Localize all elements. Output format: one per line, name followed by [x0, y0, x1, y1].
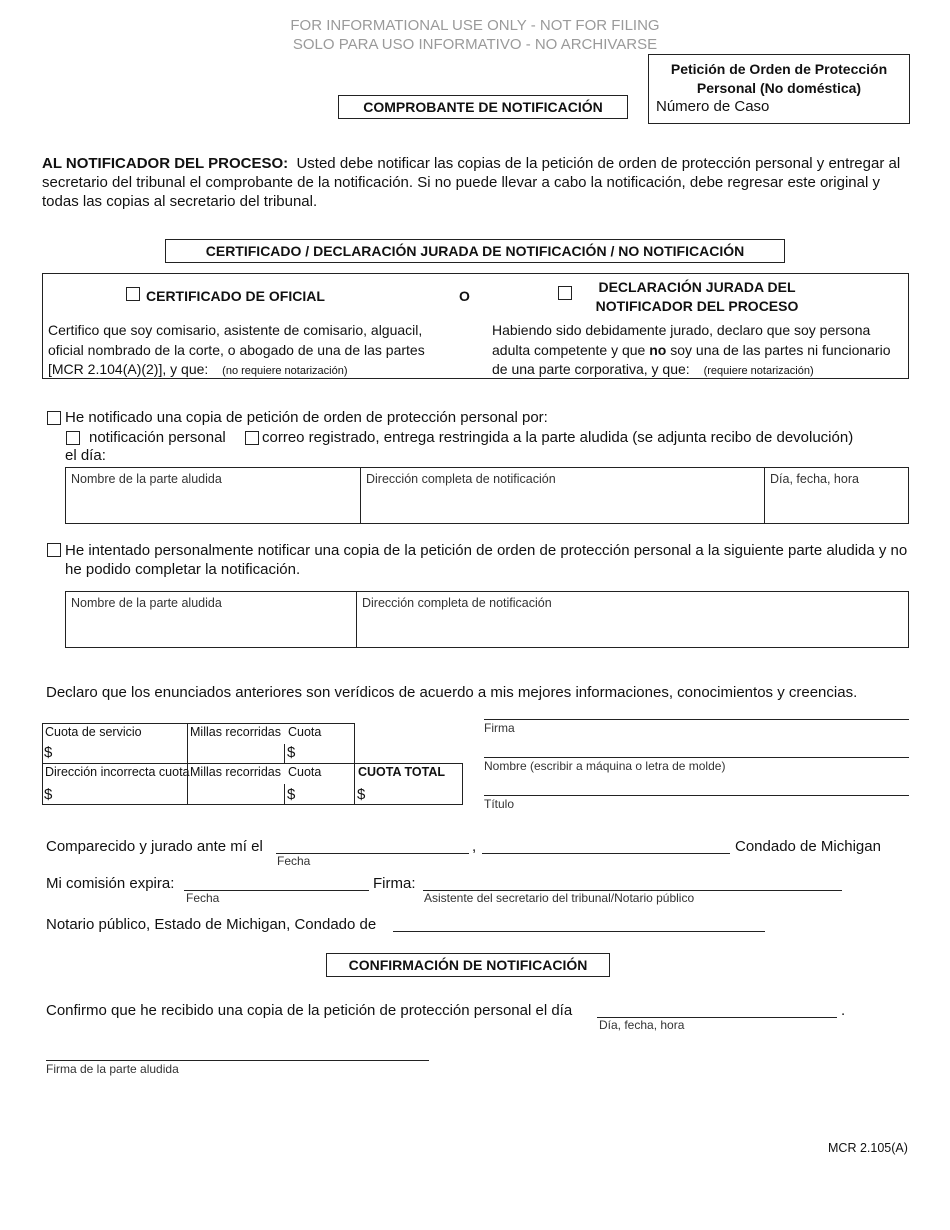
- notary-county-text: Notario público, Estado de Michigan, Condado de: [46, 916, 377, 933]
- acknowledgment-datetime-label: Día, fecha, hora: [599, 1018, 685, 1032]
- declaration-text: Declaro que los enunciados anteriores son verídicos de acuerdo a mis mejores informaciones, conocimientos y creencias.: [46, 684, 858, 701]
- served-checkbox[interactable]: [47, 411, 61, 425]
- fee-label-2: Cuota: [288, 765, 322, 779]
- served-datetime-label: Día, fecha, hora: [770, 472, 859, 486]
- attempted-address-label: Dirección completa de notificación: [362, 596, 552, 610]
- document-title: COMPROBANTE DE NOTIFICACIÓN: [338, 95, 628, 119]
- case-box: [648, 54, 910, 124]
- commission-text: Mi comisión expira:: [46, 875, 175, 892]
- attempted-label: He intentado personalmente notificar una copia de la petición de orden de protección personal a la siguiente parte aludida y no he podido completar la notificación.: [65, 542, 908, 578]
- registered-mail-checkbox[interactable]: [245, 431, 259, 445]
- watermark-line-1: FOR INFORMATIONAL USE ONLY - NOT FOR FILING: [290, 17, 660, 34]
- served-address-field[interactable]: [360, 467, 765, 524]
- notary-county-line[interactable]: [393, 931, 765, 932]
- title-label: Título: [484, 797, 515, 811]
- on-day-label: el día:: [65, 447, 106, 464]
- sworn-date-label: Fecha: [277, 854, 311, 868]
- officer-certificate-title: CERTIFICADO DE OFICIAL: [146, 288, 325, 304]
- attempted-address-field[interactable]: [356, 591, 909, 648]
- sworn-text: Comparecido y jurado ante mí el: [46, 838, 263, 855]
- case-box-title: Petición de Orden de Protección Personal (No doméstica): [670, 61, 888, 96]
- wrong-address-fee-label: Dirección incorrecta cuota: [45, 765, 190, 779]
- service-fee-dollar[interactable]: $: [44, 744, 53, 761]
- signature-label: Firma: [484, 721, 515, 735]
- form-number: MCR 2.105(A): [828, 1141, 908, 1155]
- acknowledgment-title: CONFIRMACIÓN DE NOTIFICACIÓN: [326, 953, 610, 977]
- attempted-name-label: Nombre de la parte aludida: [71, 596, 222, 610]
- name-label: Nombre (escribir a máquina o letra de molde): [484, 759, 726, 773]
- clerk-label: Asistente del secretario del tribunal/Notario público: [424, 891, 695, 905]
- wrong-address-dollar[interactable]: $: [44, 786, 53, 803]
- respondent-signature-label: Firma de la parte aludida: [46, 1062, 179, 1076]
- certificate-section-title: CERTIFICADO / DECLARACIÓN JURADA DE NOTIFICACIÓN / NO NOTIFICACIÓN: [165, 239, 785, 263]
- registered-mail-label: correo registrado, entrega restringida a la parte aludida (se adjunta recibo de devolución): [262, 429, 854, 446]
- officer-certificate-checkbox[interactable]: [126, 287, 140, 301]
- notary-signature-text: Firma:: [373, 875, 416, 892]
- total-fee-label: CUOTA TOTAL: [358, 765, 446, 779]
- watermark-line-2: SOLO PARA USO INFORMATIVO - NO ARCHIVARSE: [292, 36, 658, 53]
- county-suffix: Condado de Michigan: [735, 838, 881, 855]
- instructions: [42, 154, 912, 211]
- name-line[interactable]: [484, 757, 909, 758]
- server-text-after: soy una de las partes ni funcionario de una parte corporativa, y que:: [492, 341, 891, 377]
- process-server-title: [572, 278, 822, 316]
- served-name-label: Nombre de la parte aludida: [71, 472, 222, 486]
- fee-dollar-2[interactable]: $: [287, 786, 296, 803]
- server-text-bold: no: [649, 341, 667, 358]
- miles-label-1: Millas recorridas: [190, 725, 281, 739]
- personal-service-label: notificación personal: [89, 429, 226, 446]
- process-server-text: [492, 321, 907, 382]
- instructions-lead: AL NOTIFICADOR DEL PROCESO:: [42, 155, 289, 172]
- case-number-label: Número de Caso: [656, 98, 770, 115]
- signature-line[interactable]: [484, 719, 909, 720]
- officer-text: Certifico que soy comisario, asistente de comisario, alguacil, oficial nombrado de la corte, o abogado de una de las partes [MCR 2.104(A)(2)], y que:: [48, 322, 425, 377]
- officer-certificate-text: [48, 321, 458, 382]
- server-text-before: Habiendo sido debidamente jurado, declaro que soy persona adulta competente y que: [492, 322, 871, 358]
- acknowledgment-text: Confirmo que he recibido una copia de la petición de protección personal el día: [46, 1002, 573, 1019]
- attempted-checkbox[interactable]: [47, 543, 61, 557]
- county-line[interactable]: [482, 853, 730, 854]
- server-note: (requiere notarización): [703, 365, 814, 377]
- served-label: He notificado una copia de petición de orden de protección personal por:: [65, 409, 548, 426]
- instructions-text: Usted debe notificar las copias de la petición de orden de protección personal y entregar al secretario del tribunal el comprobante de la notificación. Si no puede llevar a cabo la notificación, debe regresar este original y todas las copias al secretario del tribunal.: [42, 155, 901, 210]
- fee-label-1: Cuota: [288, 725, 322, 739]
- total-dollar[interactable]: $: [357, 786, 366, 803]
- commission-date-label: Fecha: [186, 891, 220, 905]
- personal-service-checkbox[interactable]: [66, 431, 80, 445]
- acknowledgment-period: .: [841, 1002, 846, 1019]
- attempted-name-field[interactable]: [65, 591, 357, 648]
- officer-note: (no requiere notarización): [222, 365, 348, 377]
- or-label: O: [459, 288, 470, 304]
- served-name-field[interactable]: [65, 467, 361, 524]
- service-fee-label: Cuota de servicio: [45, 725, 142, 739]
- sworn-comma: ,: [472, 838, 477, 855]
- process-server-title-line1: DECLARACIÓN JURADA DEL: [598, 279, 796, 295]
- process-server-title-line2: NOTIFICADOR DEL PROCESO: [595, 298, 799, 314]
- process-server-checkbox[interactable]: [558, 286, 572, 300]
- fee-dollar-1[interactable]: $: [287, 744, 296, 761]
- title-line[interactable]: [484, 795, 909, 796]
- served-datetime-field[interactable]: [764, 467, 909, 524]
- miles-label-2: Millas recorridas: [190, 765, 281, 779]
- served-address-label: Dirección completa de notificación: [366, 472, 556, 486]
- respondent-signature-line[interactable]: [46, 1060, 429, 1061]
